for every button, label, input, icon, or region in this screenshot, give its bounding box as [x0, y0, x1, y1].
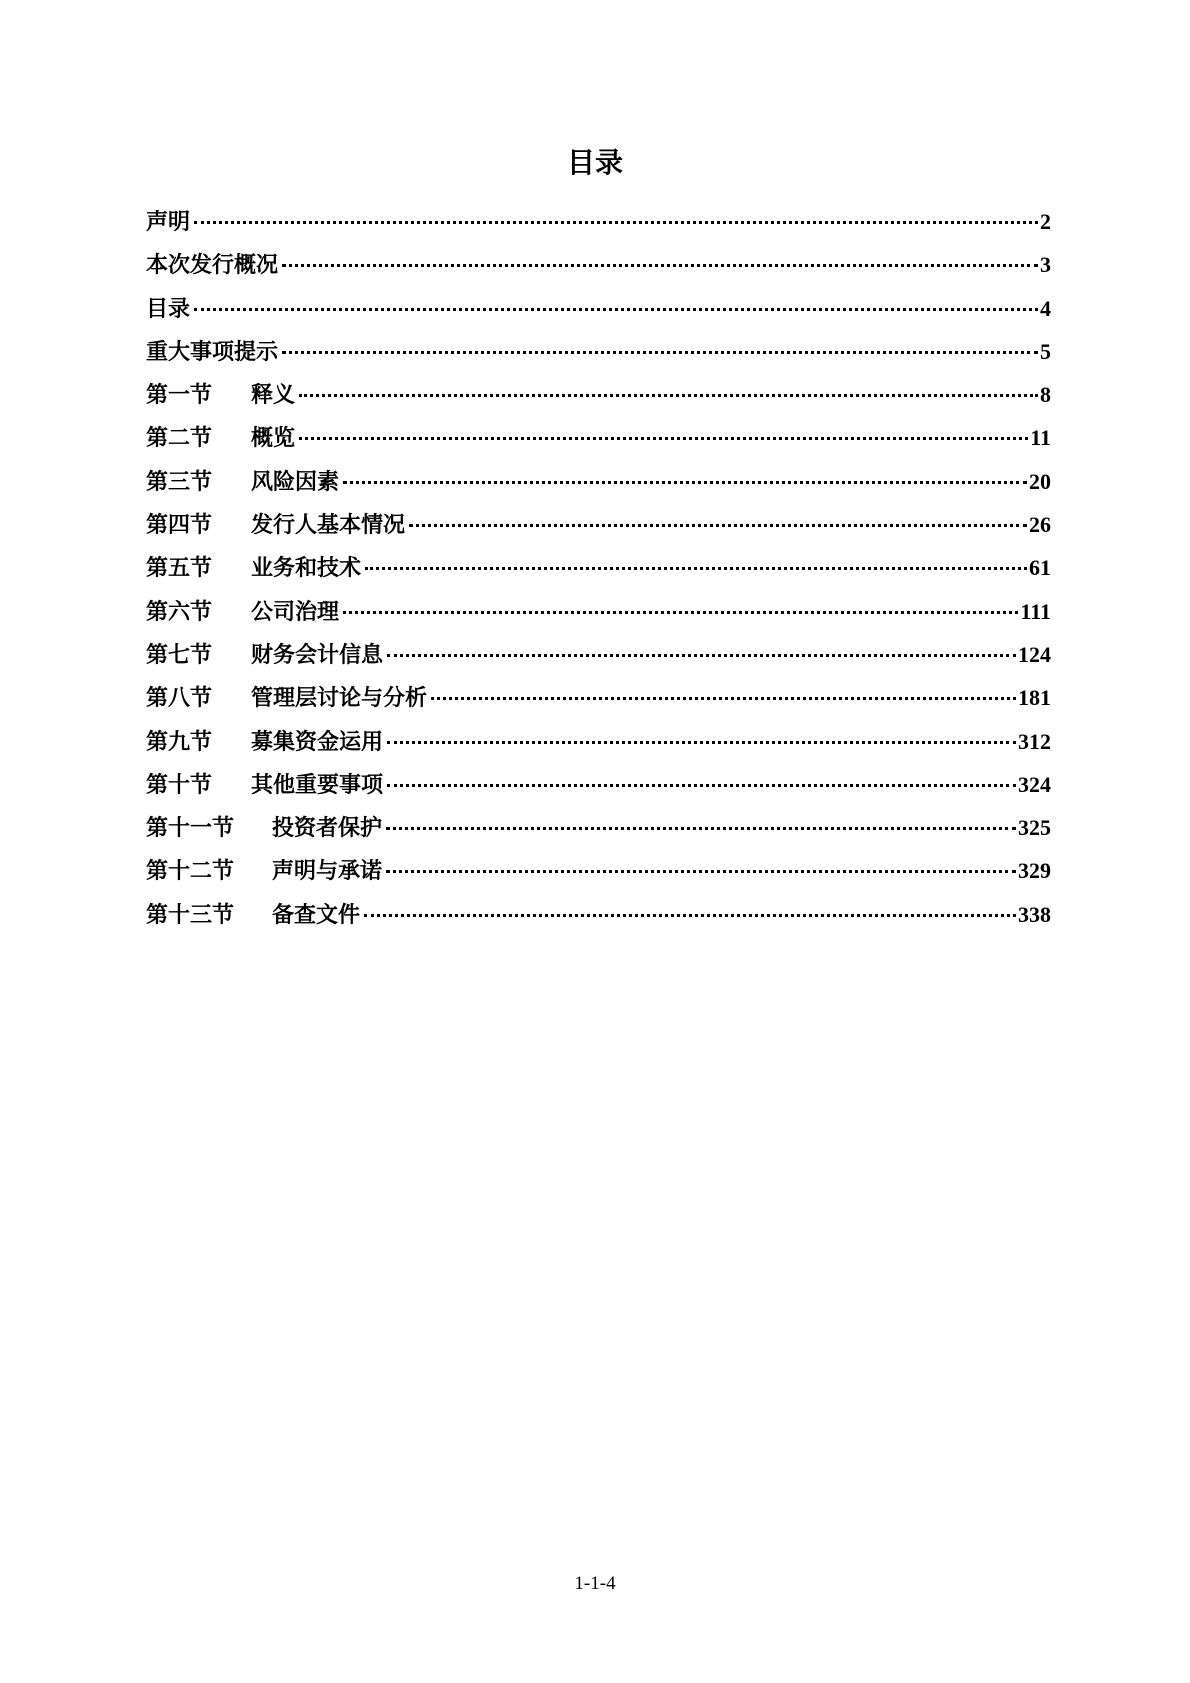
toc-section-number: 第十节 — [146, 772, 213, 798]
toc-page-number: 111 — [1020, 598, 1051, 624]
toc-leader-dots — [387, 784, 1016, 787]
toc-entry-section-8[interactable] — [146, 683, 1051, 726]
toc-leader-dots — [365, 567, 1027, 570]
toc-page-number: 26 — [1029, 512, 1051, 538]
toc-leader-dots — [386, 827, 1016, 830]
toc-section-number: 第六节 — [146, 599, 213, 625]
toc-entry-label — [146, 641, 383, 671]
toc-entry-section-9[interactable] — [146, 727, 1051, 770]
toc-leader-dots — [343, 611, 1018, 614]
toc-page-number: 2 — [1040, 209, 1051, 234]
toc-entry-section-1[interactable] — [146, 380, 1051, 423]
toc-entry-section-10[interactable] — [146, 770, 1051, 813]
toc-leader-dots — [299, 394, 1038, 397]
toc-entry-section-11[interactable] — [146, 813, 1051, 856]
toc-page-number: 338 — [1018, 901, 1051, 927]
toc-leader-dots — [282, 264, 1038, 267]
toc-page-number: 312 — [1018, 728, 1051, 754]
toc-entry-label — [146, 511, 405, 541]
toc-section-number: 第十三节 — [146, 902, 235, 928]
toc-page-number: 11 — [1030, 425, 1051, 451]
toc-section-number: 第五节 — [146, 556, 213, 582]
toc-page-number: 329 — [1018, 858, 1051, 884]
toc-section-number: 第十二节 — [146, 859, 235, 885]
toc-section-number: 第四节 — [146, 513, 213, 539]
toc-entry-section-4[interactable] — [146, 510, 1051, 553]
toc-section-number: 第一节 — [146, 383, 213, 409]
page-title: 目录 — [566, 146, 623, 179]
toc-section-title: 投资者保护 — [272, 816, 383, 842]
toc-leader-dots — [387, 654, 1016, 657]
toc-page-number: 181 — [1018, 685, 1051, 711]
toc-entry-label — [146, 857, 382, 887]
toc-entry-section-5[interactable] — [146, 553, 1051, 596]
toc-page-number: 5 — [1040, 338, 1051, 364]
page-footer-number: 1-1-4 — [574, 1573, 616, 1594]
toc-section-number: 第八节 — [146, 686, 213, 712]
toc-section-title: 声明与承诺 — [272, 859, 383, 885]
toc-entry-label — [146, 424, 295, 454]
toc-page-number: 4 — [1040, 295, 1051, 321]
toc-entry-label: 目录 — [146, 296, 191, 322]
toc-page-number: 20 — [1029, 468, 1051, 494]
toc-page-number: 324 — [1018, 771, 1051, 797]
toc-entry-section-3[interactable] — [146, 467, 1051, 510]
toc-entry-section-7[interactable] — [146, 640, 1051, 683]
toc-leader-dots — [387, 741, 1016, 744]
toc-section-number: 第二节 — [146, 426, 213, 452]
toc-page-number: 8 — [1040, 382, 1051, 408]
toc-section-number: 第七节 — [146, 642, 213, 668]
toc-section-number: 第九节 — [146, 729, 213, 755]
toc-entry-label — [146, 381, 295, 411]
toc-entry-label: 声明 — [146, 210, 191, 235]
toc-entry-section-12[interactable] — [146, 856, 1051, 899]
toc-section-title: 公司治理 — [251, 599, 340, 625]
toc-entry-statement[interactable] — [146, 207, 1051, 250]
toc-section-title: 释义 — [251, 383, 296, 409]
toc-leader-dots — [409, 524, 1027, 527]
toc-entry-label — [146, 554, 361, 584]
toc-entry-offering-overview[interactable] — [146, 250, 1051, 293]
toc-section-title: 业务和技术 — [251, 556, 362, 582]
toc-entry-contents[interactable] — [146, 294, 1051, 337]
table-of-contents — [146, 207, 1051, 943]
toc-page-number: 325 — [1018, 815, 1051, 841]
toc-entry-section-6[interactable] — [146, 597, 1051, 640]
toc-section-title: 发行人基本情况 — [251, 513, 406, 539]
toc-leader-dots — [386, 870, 1016, 873]
toc-section-title: 募集资金运用 — [251, 729, 384, 755]
toc-leader-dots — [343, 481, 1027, 484]
toc-entry-section-2[interactable] — [146, 423, 1051, 466]
toc-page-number: 3 — [1040, 252, 1051, 278]
toc-page-number: 124 — [1018, 641, 1051, 667]
toc-entry-section-13[interactable] — [146, 900, 1051, 943]
toc-entry-label — [146, 598, 339, 628]
toc-entry-label: 重大事项提示 — [146, 339, 279, 365]
toc-section-title: 财务会计信息 — [251, 642, 384, 668]
toc-page-number: 61 — [1029, 555, 1051, 581]
toc-section-title: 备查文件 — [272, 902, 361, 928]
toc-leader-dots — [194, 221, 1038, 224]
toc-section-title: 概览 — [251, 426, 296, 452]
toc-entry-label — [146, 901, 360, 931]
toc-entry-label — [146, 684, 427, 714]
toc-entry-label: 本次发行概况 — [146, 253, 279, 279]
toc-entry-label — [146, 468, 339, 498]
toc-leader-dots — [299, 437, 1028, 440]
toc-section-title: 管理层讨论与分析 — [251, 686, 428, 712]
toc-leader-dots — [431, 697, 1016, 700]
toc-section-number: 第十一节 — [146, 816, 235, 842]
toc-section-number: 第三节 — [146, 469, 213, 495]
toc-leader-dots — [194, 308, 1038, 311]
toc-entry-label — [146, 771, 383, 801]
toc-entry-label — [146, 814, 382, 844]
toc-section-title: 其他重要事项 — [251, 772, 384, 798]
toc-entry-key-matters[interactable] — [146, 337, 1051, 380]
toc-leader-dots — [364, 914, 1016, 917]
toc-entry-label — [146, 728, 383, 758]
toc-section-title: 风险因素 — [251, 469, 340, 495]
toc-leader-dots — [282, 351, 1038, 354]
